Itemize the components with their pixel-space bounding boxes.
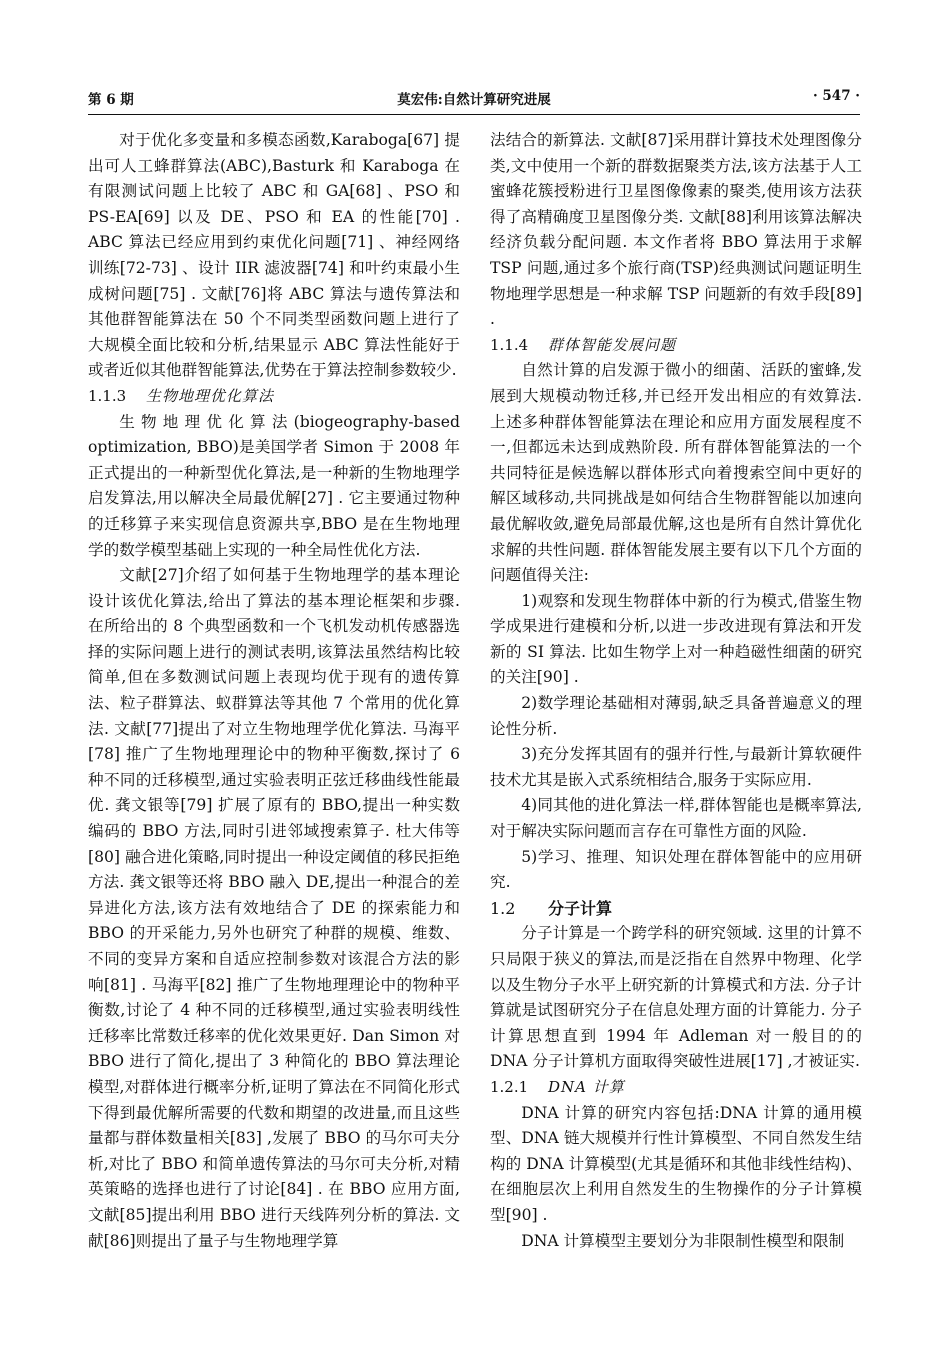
right-column <box>490 128 862 1254</box>
paragraph: 自然计算的启发源于微小的细菌、活跃的蜜蜂,发展到大规模动物迁移,并已经开发出相应的有效算法. 上述多种群体智能算法在理论和应用方面发展程度不一,但都远未达到成熟阶段. 所有群体智能算法的一个共同特征是候选解以群体形式向着搜索空间中更好的解区域移动,共同挑战是如何结合生物群智能以加速向最优解收敛,避免局部最优解,这也是所有自然计算优化求解的共性问题. 群体智能发展主要有以下几个方面的问题值得关注: <box>490 361 862 585</box>
heading-text: 分子计算 <box>548 898 613 918</box>
subsection-heading <box>490 1075 862 1101</box>
paragraph: 法结合的新算法. 文献[87]采用群计算技术处理图像分类,文中使用一个新的群数据聚类方法,该方法基于人工蜜蜂花簇授粉进行卫星图像像素的聚类,使用该方法获得了高精确度卫星图像分类. 文献[88]利用该算法解决经济负载分配问题. 本文作者将 BBO 算法用于求解 TSP 问题,通过多个旅行商(TSP)经典测试问题证明生物地理学思想是一种求解 TSP 问题新的有效手段[89] . <box>490 131 862 329</box>
running-header <box>88 88 860 112</box>
heading-number: 1.2 <box>490 898 516 918</box>
issue-number: 第 6 期 <box>88 92 134 108</box>
paragraph: 生物地理优化算法(biogeography-based optimization, BBO)是美国学者 Simon 于 2008 年正式提出的一种新型优化算法,是一种新的生物地理学启发算法,用以解决全局最优解[27] . 它主要通过物种的迁移算子来实现信息资源共享,BBO 是在生物地理学的数学模型基础上实现的一种全局性优化方法. <box>88 412 460 559</box>
paragraph: 分子计算是一个跨学科的研究领域. 这里的计算不只局限于狭义的算法,而是泛指在自然界中物理、化学以及生物分子水平上研究新的计算模式和方法. 分子计算就是试图研究分子在信息处理方面的计算能力. 分子计算思想直到 1994 年 Adleman 对一般目的的 DNA 分子计算机方面取得突破性进展[17] ,才被证实. <box>490 924 862 1071</box>
heading-text: DNA 计算 <box>548 1077 625 1096</box>
section-heading <box>490 896 862 922</box>
heading-number: 1.2.1 <box>490 1077 529 1096</box>
page-number: · 547 · <box>813 88 860 104</box>
paragraph: 5)学习、推理、知识处理在群体智能中的应用研究. <box>490 847 862 892</box>
paragraph: 1)观察和发现生物群体中新的行为模式,借鉴生物学成果进行建模和分析,以进一步改进现有算法和开发新的 SI 算法. 比如生物学上对一种趋磁性细菌的研究的关注[90] . <box>490 591 862 687</box>
paragraph: 对于优化多变量和多模态函数,Karaboga[67] 提出可人工蜂群算法(ABC),Basturk 和 Karaboga 在有限测试问题上比较了 ABC 和 GA[68] 、PSO 和 PS-EA[69] 以及 DE、PSO 和 EA 的性能[70] . ABC 算法已经应用到约束优化问题[71] 、神经网络训练[72-73] 、设计 IIR 滤波器[74] 和叶约束最小生成树问题[75] . 文献[76]将 ABC 算法与遗传算法和其他群智能算法在 50 个不同类型函数问题上进行了大规模全面比较和分析,结果显示 ABC 算法性能好于或者近似其他群智能算法,优势在于算法控制参数较少. <box>88 131 460 380</box>
paragraph: 4)同其他的进化算法一样,群体智能也是概率算法,对于解决实际问题而言存在可靠性方面的风险. <box>490 796 862 841</box>
paragraph: 3)充分发挥其固有的强并行性,与最新计算软硬件技术尤其是嵌入式系统相结合,服务于实际应用. <box>490 745 862 789</box>
paragraph: 2)数学理论基础相对薄弱,缺乏具备普遍意义的理论性分析. <box>490 694 862 738</box>
paragraph: DNA 计算模型主要划分为非限制性模型和限制 <box>521 1231 845 1250</box>
left-column <box>88 128 460 1254</box>
heading-number: 1.1.3 <box>88 386 127 405</box>
paragraph: 文献[27]介绍了如何基于生物地理学的基本理论设计该优化算法,给出了算法的基本理论框架和步骤. 在所给出的 8 个典型函数和一个飞机发动机传感器选择的实际问题上进行的测试表明,该算法虽然结构比较简单,但在多数测试问题上表现均优于现有的遗传算法、粒子群算法、蚁群算法等其他 7 个常用的优化算法. 文献[77]提出了对立生物地理学优化算法. 马海平[78] 推广了生物地理理论中的物种平衡数,探讨了 6 种不同的迁移模型,通过实验表明正弦迁移曲线性能最优. 龚文银等[79] 扩展了原有的 BBO,提出一种实数编码的 BBO 方法,同时引进邻域搜索算子. 杜大伟等[80] 融合进化策略,同时提出一种设定阈值的移民拒绝方法. 龚文银等还将 BBO 融入 DE,提出一种混合的差异进化方法,该方法有效地结合了 DE 的探索能力和 BBO 的开采能力,另外也研究了种群的规模、维数、不同的变异方案和自适应控制参数对该混合方法的影响[81] . 马海平[82] 推广了生物地理理论中的物种平衡数,讨论了 4 种不同的迁移模型,通过实验表明线性迁移率比常数迁移率的优化效果更好. Dan Simon 对 BBO 进行了简化,提出了 3 种简化的 BBO 算法理论模型,对群体进行概率分析,证明了算法在不同简化形式下得到最优解所需要的代数和期望的改进量,而且这些量都与群体数量相关[83] ,发展了 BBO 的马尔可夫分析,对比了 BBO 和简单遗传算法的马尔可夫分析,对精英策略的选择也进行了讨论[84] . 在 BBO 应用方面,文献[85]提出利用 BBO 进行天线阵列分析的算法. 文献[86]则提出了量子与生物地理学算 <box>88 566 460 1250</box>
running-title: 莫宏伟:自然计算研究进展 <box>397 92 551 108</box>
header-rule <box>88 114 860 115</box>
subsection-heading <box>490 333 862 359</box>
subsection-heading <box>88 384 460 410</box>
heading-text: 群体智能发展问题 <box>548 335 677 354</box>
paragraph: DNA 计算的研究内容包括:DNA 计算的通用模型、DNA 链大规模并行性计算模型、不同自然发生结构的 DNA 计算模型(尤其是循环和其他非线性结构)、在细胞层次上利用自然发生的生物操作的分子计算模型[90] . <box>490 1103 862 1224</box>
heading-text: 生物地理优化算法 <box>146 386 275 405</box>
heading-number: 1.1.4 <box>490 335 529 354</box>
